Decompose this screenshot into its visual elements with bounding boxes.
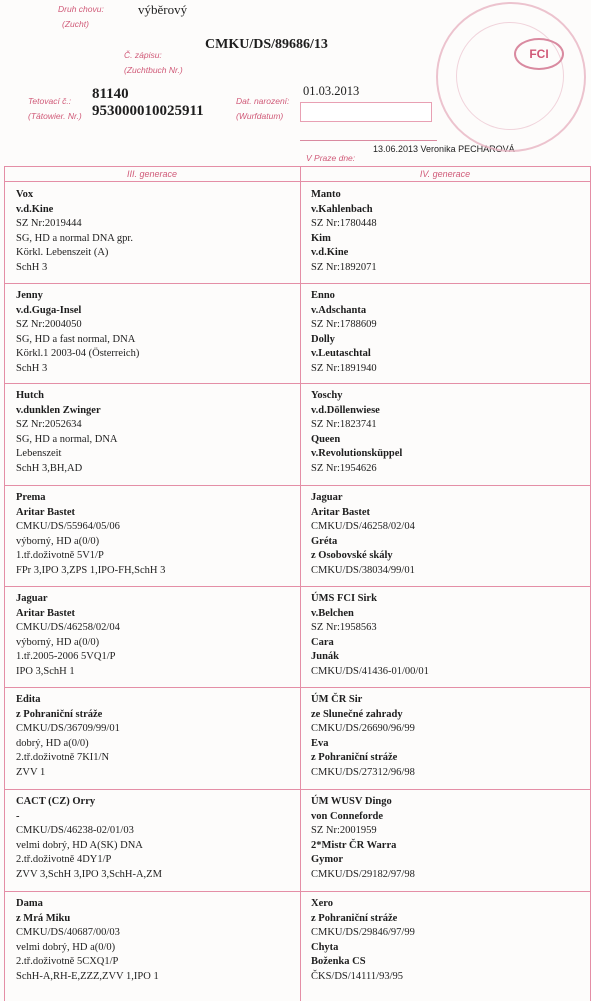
pedigree-line: v.d.Kine — [311, 247, 349, 258]
pedigree-line: SG, HD a normal, DNA — [16, 433, 118, 445]
pedigree-line: 2.tř.doživotně 7KI1/N — [16, 752, 110, 763]
header-rule — [4, 181, 591, 182]
pedigree-line: SZ Nr:2001959 — [311, 825, 377, 836]
fci-logo: FCI — [514, 38, 564, 70]
pedigree-line: 2.tř.doživotně 4DY1/P — [16, 854, 112, 865]
pedigree-line: v.d.Döllenwiese — [311, 404, 380, 416]
pedigree-line: SchH 3 — [16, 362, 48, 374]
pedigree-line: CMKU/DS/38034/99/01 — [311, 564, 415, 576]
pedigree-line: v.Belchen — [311, 607, 354, 619]
studbook-value: CMKU/DS/89686/13 — [205, 37, 328, 52]
pedigree-line: v.Kahlenbach — [311, 203, 373, 215]
pedigree-line: Kim — [311, 232, 331, 244]
pedigree-line: Boženka CS — [311, 956, 366, 967]
pedigree-cell-left — [16, 289, 139, 376]
pedigree-line: Chyta — [311, 941, 339, 953]
breed-label-de: (Zucht) — [62, 19, 89, 29]
pedigree-line: CMKU/DS/29846/97/99 — [311, 927, 415, 938]
pedigree-line: z Osobovské skály — [311, 550, 393, 561]
pedigree-line: 2.tř.doživotně 5CXQ1/P — [16, 956, 119, 967]
pedigree-line: SZ Nr:1788609 — [311, 319, 377, 330]
pedigree-line: SZ Nr:2052634 — [16, 419, 82, 430]
pedigree-line: ZVV 1 — [16, 766, 46, 778]
pedigree-line: CMKU/DS/55964/05/06 — [16, 521, 120, 532]
pedigree-cell-left — [16, 389, 118, 476]
pedigree-cell-left — [16, 693, 120, 780]
pedigree-line: Jenny — [16, 290, 43, 301]
pedigree-line: Gréta — [311, 535, 338, 547]
pedigree-line: z Pohraniční stráže — [311, 752, 398, 763]
pedigree-line: CMKU/DS/40687/00/03 — [16, 927, 120, 938]
pedigree-line: Queen — [311, 433, 341, 445]
pedigree-line: Körkl. Lebenszeit (A) — [16, 247, 109, 258]
pedigree-line: SchH 3 — [16, 261, 48, 273]
pedigree-cell-right — [311, 795, 415, 882]
pedigree-line: CMKU/DS/46238-02/01/03 — [16, 825, 134, 836]
pedigree-cell-right — [311, 289, 377, 376]
pedigree-line: ze Slunečné zahrady — [311, 708, 403, 720]
pedigree-line: - — [16, 810, 20, 822]
pedigree-line: Aritar Bastet — [311, 506, 370, 518]
pedigree-line: Jaguar — [311, 492, 343, 503]
pedigree-line: v.d.Kine — [16, 203, 54, 215]
pedigree-line: velmi dobrý, HD a(0/0) — [16, 941, 116, 953]
pedigree-line: CMKU/DS/46258/02/04 — [16, 622, 120, 633]
pedigree-line: Aritar Bastet — [16, 506, 75, 518]
pedigree-line: výborný, HD a(0/0) — [16, 636, 100, 648]
pedigree-cell-left — [16, 592, 120, 679]
dob-value: 01.03.2013 — [303, 84, 360, 98]
pedigree-line: SZ Nr:2004050 — [16, 319, 82, 330]
row-divider — [4, 586, 591, 587]
pedigree-cell-left — [16, 897, 159, 984]
pedigree-line: IPO 3,SchH 1 — [16, 665, 75, 677]
pedigree-line: Lebenszeit — [16, 448, 62, 459]
tattoo-label: Tetovací č.: — [28, 96, 72, 106]
breed-label: Druh chovu: — [58, 4, 104, 14]
row-divider — [4, 283, 591, 284]
pedigree-line: SZ Nr:1891940 — [311, 362, 377, 374]
pedigree-line: SG, HD a normal DNA gpr. — [16, 232, 133, 244]
pedigree-line: Eva — [311, 737, 329, 749]
row-divider — [4, 687, 591, 688]
pedigree-line: SZ Nr:1958563 — [311, 622, 377, 633]
studbook-label-de: (Zuchtbuch Nr.) — [124, 65, 183, 75]
pedigree-cell-right — [311, 389, 402, 476]
pedigree-line: dobrý, HD a(0/0) — [16, 737, 89, 749]
pedigree-line: v.Leutaschtal — [311, 348, 371, 359]
pedigree-line: CMKU/DS/46258/02/04 — [311, 521, 415, 532]
pedigree-line: CMKU/DS/29182/97/98 — [311, 868, 415, 880]
fci-seal — [436, 2, 586, 152]
breed-value: výběrový — [138, 2, 188, 17]
pedigree-line: SZ Nr:1892071 — [311, 261, 377, 273]
pedigree-line: Gymor — [311, 854, 344, 865]
dob-box — [300, 102, 432, 122]
pedigree-cell-left — [16, 491, 165, 578]
pedigree-cell-left — [16, 795, 162, 882]
pedigree-line: 2*Mistr ČR Warra — [311, 839, 397, 851]
pedigree-line: Dolly — [311, 333, 335, 345]
pedigree-line: SchH 3,BH,AD — [16, 462, 83, 474]
pedigree-line: velmi dobrý, HD A(SK) DNA — [16, 839, 143, 851]
pedigree-line: Prema — [16, 492, 46, 503]
place-label: V Praze dne: — [306, 153, 356, 163]
pedigree-line: CMKU/DS/27312/96/98 — [311, 766, 415, 778]
dob-label-de: (Wurfdatum) — [236, 111, 284, 121]
pedigree-line: ZVV 3,SchH 3,IPO 3,SchH-A,ZM — [16, 868, 162, 880]
pedigree-line: CACT (CZ) Orry — [16, 796, 96, 807]
pedigree-grid — [4, 166, 591, 1001]
pedigree-cell-left — [16, 188, 133, 275]
tattoo-value: 81140 — [92, 86, 129, 102]
pedigree-line: CMKU/DS/41436-01/00/01 — [311, 665, 429, 677]
pedigree-line: 1.tř.doživotně 5V1/P — [16, 550, 104, 561]
chip-value: 953000010025911 — [92, 103, 204, 119]
row-divider — [4, 383, 591, 384]
row-divider — [4, 891, 591, 892]
pedigree-line: Vox — [16, 189, 34, 200]
pedigree-line: SchH-A,RH-E,ZZZ,ZVV 1,IPO 1 — [16, 970, 159, 982]
pedigree-line: CMKU/DS/36709/99/01 — [16, 723, 120, 734]
signature-line: 13.06.2013 Veronika PECHAROVÁ — [373, 144, 515, 154]
pedigree-line: výborný, HD a(0/0) — [16, 535, 100, 547]
pedigree-line: SZ Nr:1823741 — [311, 419, 377, 430]
pedigree-line: SZ Nr:1954626 — [311, 462, 377, 474]
pedigree-line: ÚM WUSV Dingo — [311, 796, 392, 807]
pedigree-line: v.dunklen Zwinger — [16, 404, 101, 416]
pedigree-line: ÚM ČR Sir — [311, 694, 363, 705]
pedigree-line: ÚMS FCI Sirk — [311, 593, 377, 604]
pedigree-line: z Pohraniční stráže — [311, 912, 398, 924]
studbook-label: Č. zápisu: — [124, 50, 162, 60]
pedigree-line: z Mrá Miku — [16, 912, 71, 924]
grid-divider — [300, 167, 301, 1001]
pedigree-line: Enno — [311, 290, 335, 301]
pedigree-line: v.Adschanta — [311, 304, 367, 316]
pedigree-line: z Pohraniční stráže — [16, 708, 103, 720]
pedigree-line: Manto — [311, 189, 341, 200]
pedigree-line: Xero — [311, 898, 333, 909]
pedigree-line: v.Revolutionsküppel — [311, 448, 403, 459]
pedigree-line: FPr 3,IPO 3,ZPS 1,IPO-FH,SchH 3 — [16, 564, 166, 576]
col-header-right: IV. generace — [419, 169, 471, 179]
pedigree-line: Hutch — [16, 390, 45, 401]
pedigree-line: ČKS/DS/14111/93/95 — [311, 970, 403, 982]
pedigree-line: von Conneforde — [311, 810, 384, 822]
pedigree-line: SZ Nr:2019444 — [16, 218, 82, 229]
pedigree-cell-right — [311, 188, 377, 275]
pedigree-line: SZ Nr:1780448 — [311, 218, 377, 229]
signature-rule — [300, 140, 437, 141]
row-divider — [4, 789, 591, 790]
pedigree-cell-right — [311, 592, 429, 679]
dob-label: Dat. narození: — [236, 96, 290, 106]
pedigree-line: SG, HD a fast normal, DNA — [16, 333, 136, 345]
pedigree-line: 1.tř.2005-2006 5VQ1/P — [16, 651, 116, 662]
tattoo-label-de: (Tätowier. Nr.) — [28, 111, 82, 121]
pedigree-cell-right — [311, 897, 415, 984]
pedigree-line: v.d.Guga-Insel — [16, 304, 82, 316]
pedigree-line: Jaguar — [16, 593, 48, 604]
pedigree-cell-right — [311, 491, 415, 578]
pedigree-line: Yoschy — [311, 390, 343, 401]
pedigree-line: Dama — [16, 898, 43, 909]
pedigree-line: Edita — [16, 694, 41, 705]
pedigree-line: Aritar Bastet — [16, 607, 75, 619]
pedigree-line: Körkl.1 2003-04 (Österreich) — [16, 348, 140, 359]
pedigree-cell-right — [311, 693, 415, 780]
pedigree-line: Junák — [311, 651, 340, 662]
row-divider — [4, 485, 591, 486]
grid-border-left — [4, 167, 5, 1001]
pedigree-line: Cara — [311, 636, 334, 648]
pedigree-line: CMKU/DS/26690/96/99 — [311, 723, 415, 734]
col-header-left: III. generace — [126, 169, 178, 179]
